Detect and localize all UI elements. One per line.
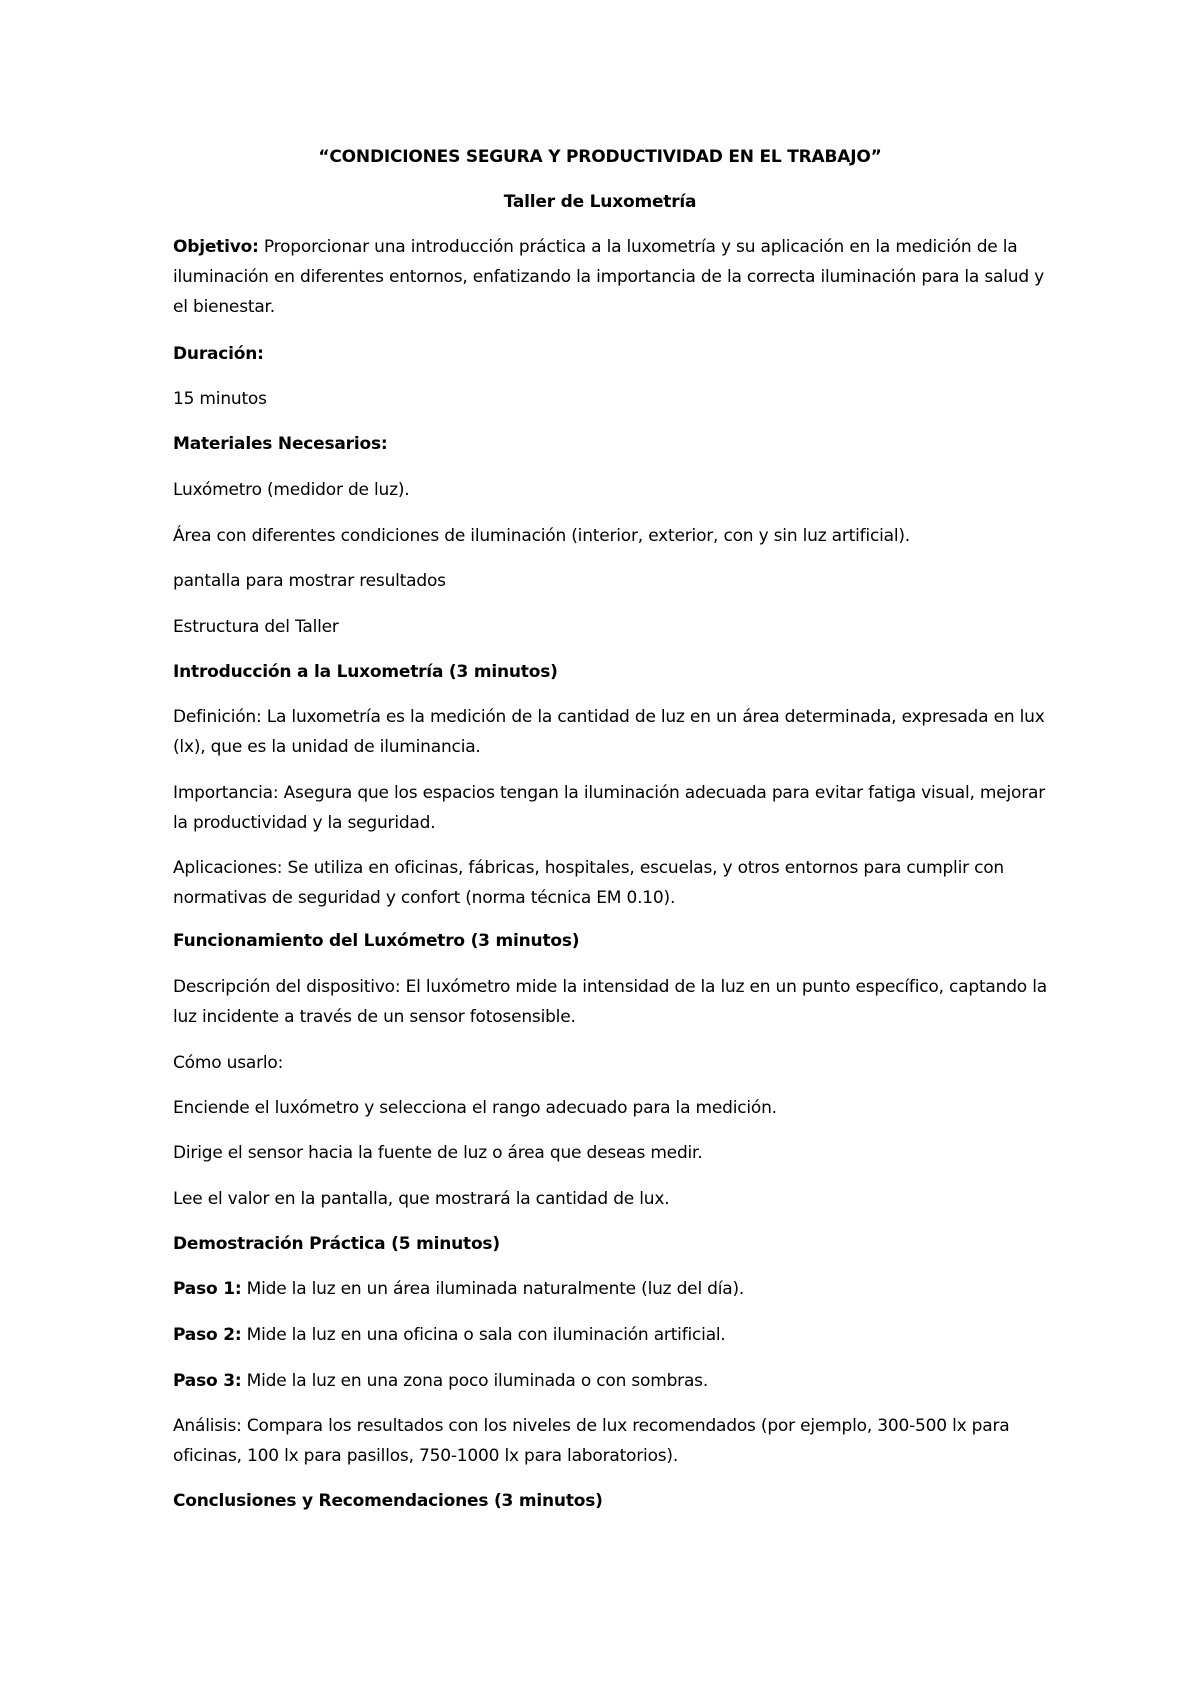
materials-item: Área con diferentes condiciones de iluminación (interior, exterior, con y sin luz artificial).	[173, 526, 910, 546]
materials-item: pantalla para mostrar resultados	[173, 571, 446, 591]
intro-paragraph: Definición: La luxometría es la medición de la cantidad de luz en un área determinada, expresada en lux (lx), que es la unidad de iluminancia.	[173, 707, 1045, 757]
demo-step-text: Mide la luz en un área iluminada naturalmente (luz del día).	[241, 1279, 745, 1299]
demo-step	[173, 1366, 1053, 1396]
demo-step	[173, 1274, 1053, 1304]
intro-paragraph: Importancia: Asegura que los espacios tengan la iluminación adecuada para evitar fatiga visual, mejorar la productividad y la seguridad.	[173, 783, 1046, 833]
objective-label: Objetivo:	[173, 237, 259, 257]
document-subtitle: Taller de Luxometría	[503, 192, 697, 212]
functioning-heading: Funcionamiento del Luxómetro (3 minutos)	[173, 931, 580, 951]
intro-paragraph: Aplicaciones: Se utiliza en oficinas, fábricas, hospitales, escuelas, y otros entornos para cumplir con normativas de seguridad y confort (norma técnica EM 0.10).	[173, 858, 1005, 908]
intro-heading: Introducción a la Luxometría (3 minutos)	[173, 662, 558, 682]
demo-step-label: Paso 1:	[173, 1279, 242, 1299]
objective-text: Proporcionar una introducción práctica a la luxometría y su aplicación en la medición de la iluminación en diferentes entornos, enfatizando la importancia de la correcta iluminación para la salud y el bienestar.	[173, 237, 1044, 317]
duration-value: 15 minutos	[173, 389, 267, 409]
conclusions-heading: Conclusiones y Recomendaciones (3 minutos)	[173, 1491, 603, 1511]
document-title: “CONDICIONES SEGURA Y PRODUCTIVIDAD EN EL TRABAJO”	[318, 147, 882, 167]
demo-step-text: Mide la luz en una oficina o sala con iluminación artificial.	[241, 1325, 726, 1345]
demo-step-label: Paso 3:	[173, 1371, 242, 1391]
functioning-paragraph: Dirige el sensor hacia la fuente de luz o área que deseas medir.	[173, 1143, 703, 1163]
functioning-paragraph: Lee el valor en la pantalla, que mostrará la cantidad de lux.	[173, 1189, 670, 1209]
duration-heading: Duración:	[173, 344, 264, 364]
functioning-paragraph: Enciende el luxómetro y selecciona el rango adecuado para la medición.	[173, 1098, 777, 1118]
demo-step-text: Mide la luz en una zona poco iluminada o con sombras.	[241, 1371, 709, 1391]
materials-item: Estructura del Taller	[173, 617, 339, 637]
demo-analysis: Análisis: Compara los resultados con los niveles de lux recomendados (por ejemplo, 300-500 lx para oficinas, 100 lx para pasillos, 750-1000 lx para laboratorios).	[173, 1416, 1010, 1466]
functioning-paragraph: Descripción del dispositivo: El luxómetro mide la intensidad de la luz en un punto específico, captando la luz incidente a través de un sensor fotosensible.	[173, 977, 1047, 1027]
demo-step	[173, 1320, 1053, 1350]
objective-paragraph	[173, 232, 1053, 322]
demo-step-label: Paso 2:	[173, 1325, 242, 1345]
materials-item: Luxómetro (medidor de luz).	[173, 480, 410, 500]
functioning-paragraph: Cómo usarlo:	[173, 1053, 284, 1073]
materials-heading: Materiales Necesarios:	[173, 434, 388, 454]
demo-heading: Demostración Práctica (5 minutos)	[173, 1234, 500, 1254]
